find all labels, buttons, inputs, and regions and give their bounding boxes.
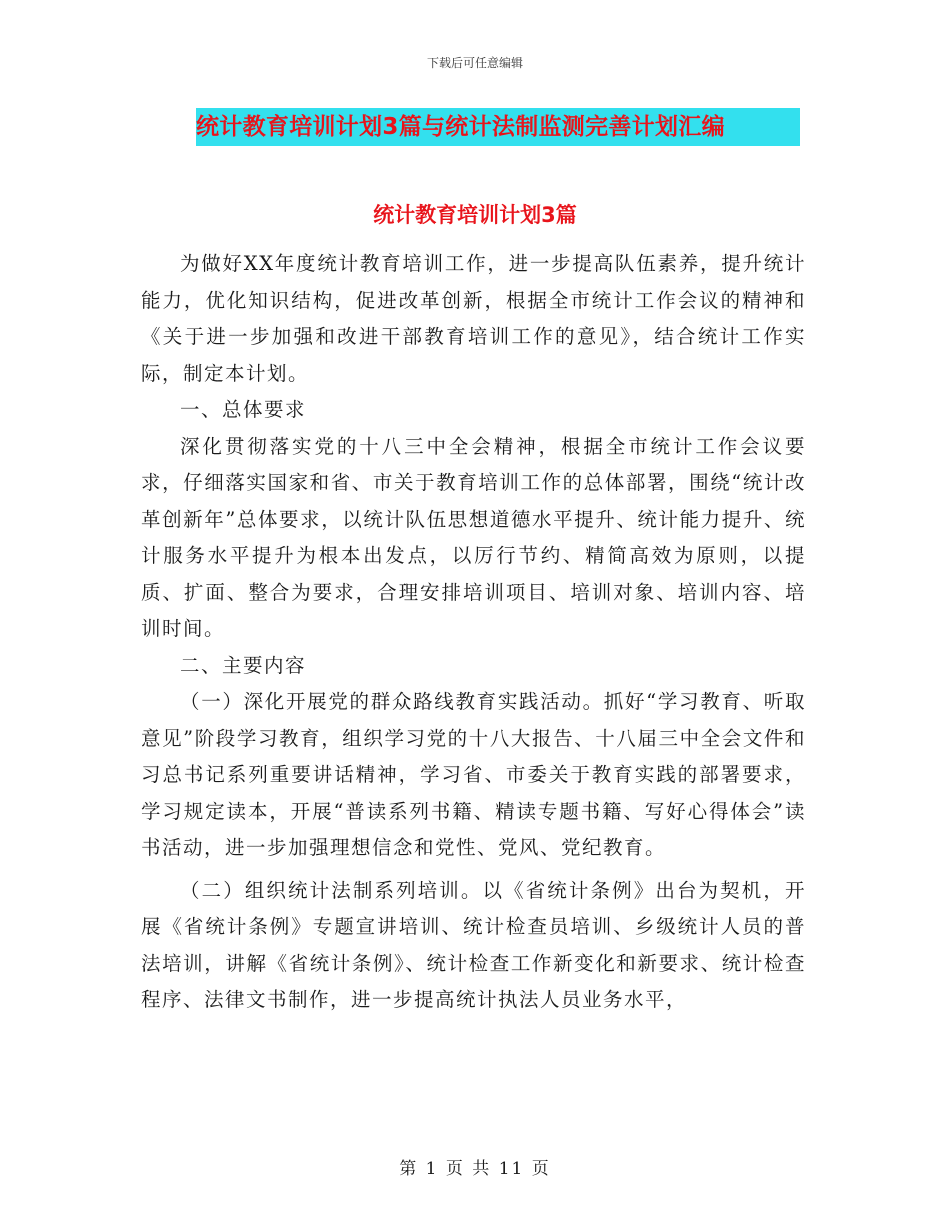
page-footer: 第 1 页 共 11 页 <box>399 1159 551 1179</box>
page-header-note: 下载后可任意编辑 <box>426 56 523 70</box>
heading-main-content: 二、主要内容 <box>180 653 307 677</box>
document-title: 统计教育培训计划3篇与统计法制监测完善计划汇编 <box>196 108 800 146</box>
section-title: 统计教育培训计划3篇 <box>373 203 577 227</box>
document-body <box>141 246 806 1019</box>
main-content-item-2: （二）组织统计法制系列培训。以《省统计条例》出台为契机，开展《省统计条例》专题宣讲培训、统计检查员培训、乡级统计人员的普法培训，讲解《省统计条例》、统计检查工作新变化和新要求、统计检查程序、法律文书制作，进一步提高统计执法人员业务水平， <box>141 878 806 1011</box>
intro-paragraph: 为做好XX年度统计教育培训工作，进一步提高队伍素养，提升统计能力，优化知识结构，促进改革创新，根据全市统计工作会议的精神和《关于进一步加强和改进干部教育培训工作的意见》，结合统计工作实际，制定本计划。 <box>141 252 806 385</box>
general-requirements-paragraph: 深化贯彻落实党的十八三中全会精神，根据全市统计工作会议要求，仔细落实国家和省、市关于教育培训工作的总体部署，围绕“统计改革创新年”总体要求，以统计队伍思想道德水平提升、统计能力提升、统计服务水平提升为根本出发点，以厉行节约、精简高效为原则，以提质、扩面、整合为要求，合理安排培训项目、培训对象、培训内容、培训时间。 <box>141 434 806 640</box>
main-content-item-1: （一）深化开展党的群众路线教育实践活动。抓好“学习教育、听取意见”阶段学习教育，组织学习党的十八大报告、十八届三中全会文件和习总书记系列重要讲话精神，学习省、市委关于教育实践的部署要求，学习规定读本，开展“普读系列书籍、精读专题书籍、写好心得体会”读书活动，进一步加强理想信念和党性、党风、党纪教育。 <box>141 690 806 859</box>
heading-general-requirements: 一、总体要求 <box>180 398 307 421</box>
